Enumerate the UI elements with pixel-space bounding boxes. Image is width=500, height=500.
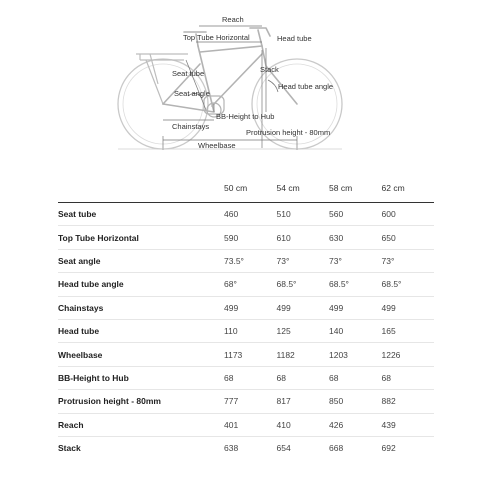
table-cell: 499 xyxy=(276,302,291,313)
table-cell: 499 xyxy=(381,302,396,313)
size-header-62: 62 cm xyxy=(381,183,405,193)
geometry-table xyxy=(58,183,434,460)
table-row xyxy=(58,390,434,413)
table-row xyxy=(58,273,434,296)
table-cell: 882 xyxy=(381,396,396,407)
table-cell: 140 xyxy=(329,326,344,337)
size-header-50: 50 cm xyxy=(224,183,248,193)
row-label: Chainstays xyxy=(58,302,104,313)
wheelbase-label: Wheelbase xyxy=(198,141,236,150)
table-cell: 668 xyxy=(329,443,344,454)
bike-geometry-diagram xyxy=(0,0,500,160)
table-cell: 777 xyxy=(224,396,239,407)
row-label: Seat angle xyxy=(58,255,101,266)
table-cell: 401 xyxy=(224,419,239,430)
table-cell: 850 xyxy=(329,396,344,407)
table-cell: 499 xyxy=(224,302,239,313)
top-tube-label: Top Tube Horizontal xyxy=(183,33,250,42)
size-header-58: 58 cm xyxy=(329,183,353,193)
bb-height-label: BB-Height to Hub xyxy=(216,112,275,121)
protrusion-label: Protrusion height - 80mm xyxy=(246,128,331,137)
table-cell: 638 xyxy=(224,443,239,454)
row-label: Head tube angle xyxy=(58,279,124,290)
head-tube-label: Head tube xyxy=(277,34,312,43)
table-cell: 68 xyxy=(329,372,339,383)
seat-tube-label: Seat tube xyxy=(172,69,205,78)
table-cell: 654 xyxy=(276,443,291,454)
head-angle-arc xyxy=(268,80,278,92)
table-cell: 560 xyxy=(329,209,344,220)
table-cell: 510 xyxy=(276,209,291,220)
table-cell: 692 xyxy=(381,443,396,454)
table-row xyxy=(58,319,434,342)
table-cell: 68.5° xyxy=(276,279,297,290)
table-cell: 410 xyxy=(276,419,291,430)
table-row xyxy=(58,249,434,272)
reach-label: Reach xyxy=(222,15,244,24)
table-cell: 68 xyxy=(224,372,234,383)
table-cell: 68.5° xyxy=(329,279,349,290)
table-cell: 817 xyxy=(276,396,291,407)
row-label: Top Tube Horizontal xyxy=(58,232,139,243)
table-cell: 650 xyxy=(381,232,396,243)
table-cell: 110 xyxy=(224,326,238,337)
table-cell: 630 xyxy=(329,232,344,243)
row-label: BB-Height to Hub xyxy=(58,372,129,383)
table-cell: 73.5° xyxy=(224,255,244,266)
row-label: Head tube xyxy=(58,326,100,337)
table-cell: 460 xyxy=(224,209,239,220)
table-cell: 165 xyxy=(381,326,396,337)
table-row xyxy=(58,343,434,366)
table-cell: 610 xyxy=(276,232,291,243)
head-tube-angle-label: Head tube angle xyxy=(278,82,334,91)
table-cell: 125 xyxy=(276,326,291,337)
row-label: Wheelbase xyxy=(58,349,103,360)
table-cell: 73° xyxy=(276,255,290,266)
bike-geometry-svg xyxy=(0,0,500,160)
header-blank-cell xyxy=(58,183,224,203)
table-cell: 439 xyxy=(381,419,396,430)
row-label: Reach xyxy=(58,419,84,430)
table-row xyxy=(58,296,434,319)
table-cell: 68 xyxy=(381,372,391,383)
table-cell: 1203 xyxy=(329,349,348,360)
table-row xyxy=(58,366,434,389)
row-label: Seat tube xyxy=(58,209,97,220)
table-cell: 1182 xyxy=(276,349,295,360)
row-label: Protrusion height - 80mm xyxy=(58,396,161,407)
stack-label: Stack xyxy=(260,65,279,74)
chainstays-label: Chainstays xyxy=(172,122,210,131)
table-cell: 68 xyxy=(276,372,286,383)
table-row xyxy=(58,436,434,459)
table-cell: 1173 xyxy=(224,349,243,360)
table-cell: 1226 xyxy=(381,349,401,360)
table-cell: 68° xyxy=(224,279,237,290)
seat-angle-label: Seat angle xyxy=(174,89,210,98)
row-label: Stack xyxy=(58,443,81,454)
table-cell: 426 xyxy=(329,419,344,430)
table-cell: 68.5° xyxy=(381,279,402,290)
table-cell: 73° xyxy=(381,255,395,266)
table-cell: 499 xyxy=(329,302,344,313)
size-header-row xyxy=(58,183,434,203)
size-header-54: 54 cm xyxy=(276,183,300,193)
table-cell: 73° xyxy=(329,255,342,266)
table-cell: 600 xyxy=(381,209,396,220)
table-row xyxy=(58,226,434,249)
table-cell: 590 xyxy=(224,232,239,243)
table-row xyxy=(58,203,434,226)
table-row xyxy=(58,413,434,436)
